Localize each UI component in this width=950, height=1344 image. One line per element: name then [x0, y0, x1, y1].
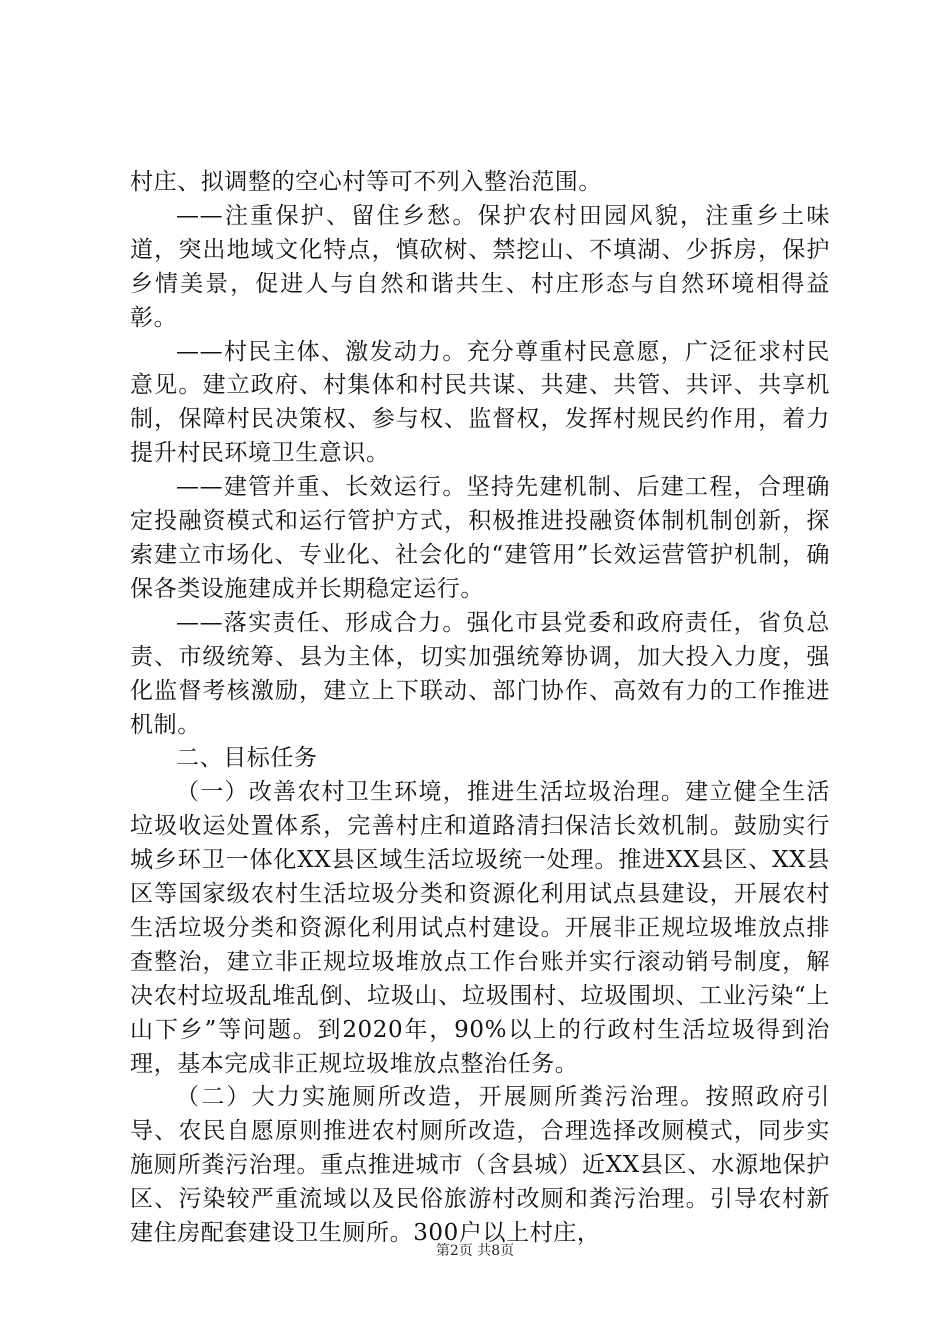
section-heading-goals: 二、目标任务	[176, 745, 318, 772]
page-number: 第2页 共8页	[435, 1243, 515, 1259]
document-body	[130, 166, 830, 1251]
paragraph-principle-management: ——建管并重、长效运行。坚持先建机制、后建工程，合理确定投融资模式和运行管护方式，积极推进投融资体制机制创新，探索建立市场化、专业化、社会化的“建管用”长效运营管护机制，确保各类设施建成并长期稳定运行。	[130, 474, 830, 602]
paragraph-task-garbage: （一）改善农村卫生环境，推进生活垃圾治理。建立健全生活垃圾收运处置体系，完善村庄和道路清扫保洁长效机制。鼓励实行城乡环卫一体化XX县区域生活垃圾统一处理。推进XX县区、XX县区等国家级农村生活垃圾分类和资源化利用试点县建设，开展农村生活垃圾分类和资源化利用试点村建设。开展非正规垃圾堆放点排查整治，建立非正规垃圾堆放点工作台账并实行滚动销号制度，解决农村垃圾乱堆乱倒、垃圾山、垃圾围村、垃圾围坝、工业污染“上山下乡”等问题。到2020年，90%以上的行政村生活垃圾得到治理，基本完成非正规垃圾堆放点整治任务。	[130, 779, 830, 1077]
page-footer	[0, 1240, 950, 1260]
paragraph-task-toilet: （二）大力实施厕所改造，开展厕所粪污治理。按照政府引导、农民自愿原则推进农村厕所改造，合理选择改厕模式，同步实施厕所粪污治理。重点推进城市（含县城）近XX县区、水源地保护区、污染较严重流域以及民俗旅游村改厕和粪污治理。引导农村新建住房配套建设卫生厕所。300户以上村庄，	[130, 1084, 830, 1247]
paragraph-principle-villagers: ——村民主体、激发动力。充分尊重村民意愿，广泛征求村民意见。建立政府、村集体和村民共谋、共建、共管、共评、共享机制，保障村民决策权、参与权、监督权，发挥村规民约作用，着力提升村民环境卫生意识。	[130, 338, 830, 467]
paragraph-continuation: 村庄、拟调整的空心村等可不列入整治范围。	[130, 169, 602, 195]
paragraph-principle-responsibility: ——落实责任、形成合力。强化市县党委和政府责任，省负总责、市级统筹、县为主体，切实加强统筹协调，加大投入力度，强化监督考核激励，建立上下联动、部门协作、高效有力的工作推进机制。	[130, 609, 830, 738]
paragraph-principle-protection: ——注重保护、留住乡愁。保护农村田园风貌，注重乡土味道，突出地域文化特点，慎砍树、禁挖山、不填湖、少拆房，保护乡情美景，促进人与自然和谐共生、村庄形态与自然环境相得益彰。	[130, 202, 830, 331]
